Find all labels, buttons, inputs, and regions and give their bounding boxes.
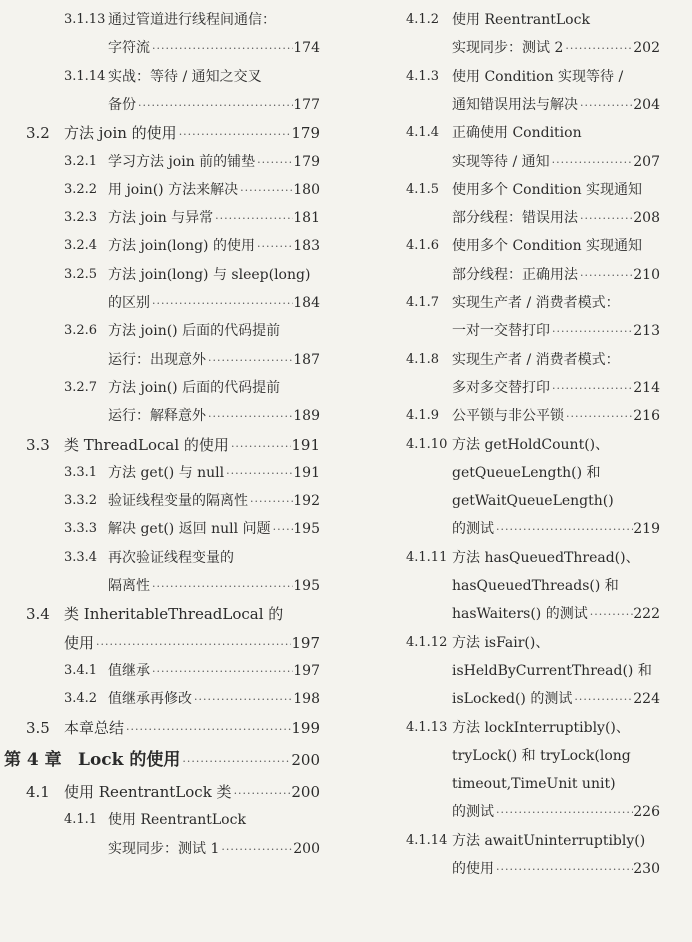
toc-leader-dots xyxy=(180,752,291,772)
toc-entry-title: 的使用 xyxy=(452,861,494,877)
toc-entry-line xyxy=(64,208,320,229)
toc-entry-line xyxy=(406,406,660,427)
toc-page-number: 219 xyxy=(633,521,660,538)
toc-entry-title: isHeldByCurrentThread() 和 xyxy=(452,662,652,679)
toc-entry-number: 4.1.5 xyxy=(406,181,440,197)
toc-entry-line xyxy=(64,633,320,655)
toc-entry-line xyxy=(452,95,660,116)
toc-entry-line xyxy=(108,839,320,860)
toc-entry-title: 学习方法 join 前的铺垫 xyxy=(108,153,256,170)
toc-page-number: 204 xyxy=(633,96,660,113)
toc-entry-line xyxy=(406,718,660,738)
toc-page-number: 208 xyxy=(633,210,660,227)
toc-page-number: 213 xyxy=(633,323,660,340)
toc-leader-dots xyxy=(150,294,293,314)
toc-entry-line xyxy=(406,180,660,200)
toc-entry-title: 使用多个 Condition 实现通知 xyxy=(452,238,643,255)
toc-leader-dots xyxy=(578,209,633,229)
toc-entry-line xyxy=(406,350,660,370)
toc-entry-line xyxy=(26,782,320,804)
toc-entry-line xyxy=(64,661,320,682)
toc-entry-line xyxy=(64,152,320,173)
toc-entry-line xyxy=(64,321,320,341)
toc-entry-title: 方法 join 与异常 xyxy=(108,210,214,227)
toc-entry-title: 实现同步：测试 2 xyxy=(452,40,564,57)
toc-entry-number: 4.1.1 xyxy=(64,812,98,828)
toc-entry-line xyxy=(406,123,660,143)
toc-entry-number: 3.2.1 xyxy=(64,153,98,169)
toc-entry-number: 3.2.2 xyxy=(64,181,98,197)
toc-entry-title: 的区别 xyxy=(108,295,150,311)
toc-entry-title: 方法 get() 与 null xyxy=(108,464,225,481)
toc-entry-line xyxy=(452,378,660,399)
toc-page-number: 177 xyxy=(293,96,320,113)
toc-entry-line xyxy=(406,633,660,653)
toc-entry-title: 正确使用 Condition xyxy=(452,125,582,142)
toc-entry-number: 4.1.6 xyxy=(406,238,440,254)
toc-entry-title: 方法 join(long) 与 sleep(long) xyxy=(108,266,311,283)
toc-leader-dots xyxy=(564,407,633,427)
toc-leader-dots xyxy=(150,662,293,682)
toc-leader-dots xyxy=(255,153,293,173)
toc-entry-title: 方法 join() 后面的代码提前 xyxy=(108,323,281,340)
toc-entry-number: 4.1.9 xyxy=(406,408,440,424)
toc-entry-number: 3.3 xyxy=(26,435,50,454)
toc-entry-line xyxy=(108,293,320,314)
toc-page-number: 216 xyxy=(633,408,660,425)
toc-page-number: 200 xyxy=(291,750,320,769)
toc-page-number: 180 xyxy=(293,181,320,198)
toc-entry-line xyxy=(452,859,660,880)
toc-entry-number: 4.1.2 xyxy=(406,12,440,27)
toc-entry-number: 4.1.4 xyxy=(406,125,440,141)
toc-entry-number: 3.3.2 xyxy=(64,493,98,509)
toc-entry-line xyxy=(452,661,660,681)
toc-entry-title: 使用 ReentrantLock 类 xyxy=(64,783,232,802)
toc-entry-title: 通过管道进行线程间通信： xyxy=(108,12,276,28)
toc-leader-dots xyxy=(229,437,291,457)
toc-entry-line xyxy=(108,576,320,597)
toc-entry-number: 3.5 xyxy=(26,718,50,737)
toc-entry-title: 通知错误用法与解决 xyxy=(452,96,578,113)
toc-leader-dots xyxy=(238,181,293,201)
toc-entry-title: 使用 ReentrantLock xyxy=(108,812,246,829)
toc-entry-line xyxy=(406,548,660,568)
toc-page-number: 222 xyxy=(633,606,660,623)
toc-entry-line xyxy=(26,604,320,624)
toc-entry-title: 部分线程：正确用法 xyxy=(452,266,578,283)
toc-entry-line xyxy=(452,152,660,173)
toc-entry-title: hasWaiters() 的测试 xyxy=(452,606,588,623)
toc-entry-number: 3.3.4 xyxy=(64,549,98,565)
toc-page-number: 179 xyxy=(293,153,320,170)
toc-entry-title: 方法 lockInterruptibly()、 xyxy=(452,719,630,736)
toc-entry-number: 3.2.5 xyxy=(64,266,98,282)
toc-leader-dots xyxy=(255,237,293,257)
toc-entry-number: 3.4.1 xyxy=(64,662,98,678)
toc-page-number: 192 xyxy=(293,493,320,510)
toc-leader-dots xyxy=(206,407,293,427)
toc-entry-line xyxy=(406,67,660,87)
toc-entry-title: hasQueuedThreads() 和 xyxy=(452,578,619,594)
toc-leader-dots xyxy=(150,39,293,59)
toc-leader-dots xyxy=(136,96,293,116)
toc-entry-title: 方法 join 的使用 xyxy=(64,124,177,143)
toc-entry-title: 使用 xyxy=(64,633,95,652)
toc-entry-title: 实现生产者 / 消费者模式： xyxy=(452,351,620,368)
toc-entry-title: 实现同步：测试 1 xyxy=(108,840,220,857)
toc-entry-title: 使用 ReentrantLock xyxy=(452,12,590,28)
toc-leader-dots xyxy=(494,520,633,540)
toc-leader-dots xyxy=(578,266,633,286)
toc-page-number: 202 xyxy=(633,40,660,57)
toc-entry-title: 的测试 xyxy=(452,804,494,821)
toc-leader-dots xyxy=(563,39,633,59)
toc-entry-number: 3.1.13 xyxy=(64,12,106,27)
toc-entry-title: 字符流 xyxy=(108,40,150,57)
toc-entry-line xyxy=(452,746,660,766)
toc-leader-dots xyxy=(150,577,293,597)
toc-page-number: 187 xyxy=(293,351,320,368)
toc-entry-line xyxy=(108,95,320,116)
toc-entry-title: 值继承再修改 xyxy=(108,691,192,708)
toc-entry-line xyxy=(4,749,320,772)
toc-entry-title: getWaitQueueLength() xyxy=(452,493,614,510)
toc-leader-dots xyxy=(124,720,291,740)
toc-entry-line xyxy=(452,491,660,511)
toc-leader-dots xyxy=(494,860,633,880)
toc-entry-title: 实现生产者 / 消费者模式： xyxy=(452,295,620,311)
toc-entry-title: 类 ThreadLocal 的使用 xyxy=(64,435,229,454)
toc-entry-line xyxy=(108,406,320,427)
toc-entry-title: 再次验证线程变量的 xyxy=(108,549,234,566)
toc-page-number: 197 xyxy=(291,633,320,652)
toc-entry-title: Lock 的使用 xyxy=(78,749,181,770)
toc-page-number: 198 xyxy=(293,691,320,708)
toc-entry-title: 方法 join(long) 的使用 xyxy=(108,238,255,255)
toc-entry-line xyxy=(64,10,320,30)
toc-entry-number: 3.3.3 xyxy=(64,521,98,537)
toc-entry-line xyxy=(452,321,660,342)
toc-leader-dots xyxy=(248,492,293,512)
toc-entry-line xyxy=(64,67,320,87)
toc-entry-number: 4.1.8 xyxy=(406,351,440,367)
toc-leader-dots xyxy=(572,690,633,710)
toc-entry-title: 运行：解释意外 xyxy=(108,408,206,425)
toc-entry-line xyxy=(406,236,660,256)
toc-entry-title: 公平锁与非公平锁 xyxy=(452,408,564,425)
toc-entry-line xyxy=(406,10,660,30)
toc-entry-line xyxy=(452,802,660,823)
toc-entry-number: 3.1.14 xyxy=(64,68,106,84)
toc-page-number: 179 xyxy=(291,124,320,143)
toc-entry-line xyxy=(452,265,660,286)
toc-entry-title: 值继承 xyxy=(108,662,150,679)
toc-page-number: 184 xyxy=(293,295,320,311)
toc-entry-line xyxy=(406,293,660,313)
toc-entry-number: 4.1.12 xyxy=(406,634,448,650)
toc-entry-number: 4.1 xyxy=(26,783,50,802)
toc-entry-number: 3.2 xyxy=(26,124,50,143)
toc-page-number: 224 xyxy=(633,691,660,708)
toc-entry-title: 的测试 xyxy=(452,521,494,538)
toc-entry-number: 4.1.3 xyxy=(406,68,440,84)
toc-page-number: 197 xyxy=(293,662,320,679)
toc-entry-number: 4.1.13 xyxy=(406,719,448,735)
toc-entry-line xyxy=(64,265,320,285)
toc-entry-line xyxy=(452,774,660,794)
toc-entry-line xyxy=(64,810,320,830)
toc-entry-line xyxy=(64,548,320,568)
toc-entry-title: 运行：出现意外 xyxy=(108,351,206,368)
toc-entry-title: 方法 isFair()、 xyxy=(452,634,550,651)
toc-entry-title: isLocked() 的测试 xyxy=(452,691,573,708)
toc-entry-title: timeout,TimeUnit unit) xyxy=(452,776,616,793)
toc-entry-title: 方法 awaitUninterruptibly() xyxy=(452,832,646,849)
toc-entry-line xyxy=(64,519,320,540)
toc-leader-dots xyxy=(94,635,291,655)
toc-entry-number: 3.4.2 xyxy=(64,691,98,707)
toc-entry-line xyxy=(26,718,320,740)
toc-entry-line xyxy=(406,435,660,455)
toc-entry-title: 隔离性 xyxy=(108,578,150,594)
toc-entry-line xyxy=(64,180,320,201)
toc-leader-dots xyxy=(213,209,293,229)
toc-page-number: 210 xyxy=(633,266,660,283)
toc-entry-title: 验证线程变量的隔离性 xyxy=(108,493,248,510)
toc-entry-line xyxy=(64,236,320,257)
toc-entry-line xyxy=(64,378,320,398)
toc-page-number: 191 xyxy=(293,464,320,481)
toc-leader-dots xyxy=(232,784,292,804)
toc-entry-line xyxy=(452,38,660,59)
toc-entry-title: 实现等待 / 通知 xyxy=(452,153,550,170)
toc-leader-dots xyxy=(271,520,294,540)
toc-entry-number: 3.2.3 xyxy=(64,210,98,226)
toc-entry-title: 方法 join() 后面的代码提前 xyxy=(108,379,281,396)
toc-page-number: 214 xyxy=(633,379,660,396)
toc-page-number: 200 xyxy=(293,840,320,857)
toc-entry-line xyxy=(452,689,660,710)
toc-leader-dots xyxy=(588,605,634,625)
toc-leader-dots xyxy=(219,840,293,860)
toc-entry-title: 本章总结 xyxy=(64,718,125,737)
toc-page-number: 226 xyxy=(633,804,660,821)
toc-entry-title: 实战：等待 / 通知之交叉 xyxy=(108,68,262,85)
toc-page-number: 191 xyxy=(291,435,320,454)
toc-entry-line xyxy=(452,519,660,540)
toc-page-number: 195 xyxy=(293,521,320,538)
toc-page-number: 199 xyxy=(291,718,320,737)
toc-entry-title: 使用 Condition 实现等待 / xyxy=(452,68,624,85)
toc-entry-line xyxy=(108,38,320,59)
toc-leader-dots xyxy=(206,351,293,371)
toc-entry-title: tryLock() 和 tryLock(long xyxy=(452,747,631,764)
toc-entry-number: 3.3.1 xyxy=(64,464,98,480)
toc-page-number: 189 xyxy=(293,408,320,425)
toc-page-number: 230 xyxy=(633,861,660,877)
toc-entry-number: 4.1.10 xyxy=(406,436,448,452)
toc-leader-dots xyxy=(494,803,633,823)
toc-entry-number: 第 4 章 xyxy=(4,749,62,770)
toc-entry-title: 用 join() 方法来解决 xyxy=(108,181,239,198)
toc-leader-dots xyxy=(192,690,293,710)
toc-entry-title: 方法 getHoldCount()、 xyxy=(452,436,610,453)
toc-entry-title: 部分线程：错误用法 xyxy=(452,210,578,227)
toc-leader-dots xyxy=(224,464,293,484)
toc-page-number: 207 xyxy=(633,153,660,170)
toc-entry-line xyxy=(64,491,320,512)
toc-entry-number: 4.1.14 xyxy=(406,832,448,848)
toc-entry-number: 3.2.6 xyxy=(64,323,98,339)
toc-leader-dots xyxy=(550,379,633,399)
toc-entry-number: 3.4 xyxy=(26,605,50,624)
toc-entry-title: 方法 hasQueuedThread()、 xyxy=(452,549,640,566)
toc-entry-line xyxy=(64,463,320,484)
toc-entry-title: 类 InheritableThreadLocal 的 xyxy=(64,605,284,624)
toc-page-number: 183 xyxy=(293,238,320,255)
toc-entry-line xyxy=(452,604,660,625)
toc-entry-number: 4.1.11 xyxy=(406,549,448,565)
toc-leader-dots xyxy=(550,153,634,173)
toc-entry-title: 备份 xyxy=(108,96,136,113)
toc-entry-line xyxy=(26,435,320,457)
toc-entry-line xyxy=(108,350,320,371)
toc-entry-line xyxy=(452,576,660,596)
toc-entry-line xyxy=(406,831,660,851)
toc-entry-title: 多对多交替打印 xyxy=(452,379,550,396)
toc-entry-line xyxy=(452,463,660,483)
toc-entry-line xyxy=(26,123,320,145)
toc-page-number: 195 xyxy=(293,578,320,594)
toc-leader-dots xyxy=(550,322,633,342)
toc-page-number: 181 xyxy=(293,210,320,227)
toc-leader-dots xyxy=(177,125,292,145)
toc-entry-number: 4.1.7 xyxy=(406,295,440,310)
toc-entry-title: 使用多个 Condition 实现通知 xyxy=(452,181,643,198)
toc-entry-number: 3.2.7 xyxy=(64,379,98,395)
toc-entry-number: 3.2.4 xyxy=(64,238,98,254)
toc-entry-title: 解决 get() 返回 null 问题 xyxy=(108,521,271,538)
toc-page-number: 200 xyxy=(291,783,320,802)
toc-entry-title: getQueueLength() 和 xyxy=(452,464,601,481)
toc-entry-line xyxy=(64,689,320,710)
toc-page-number: 174 xyxy=(293,40,320,57)
toc-leader-dots xyxy=(578,96,633,116)
toc-entry-title: 一对一交替打印 xyxy=(452,323,550,340)
toc-entry-line xyxy=(452,208,660,229)
